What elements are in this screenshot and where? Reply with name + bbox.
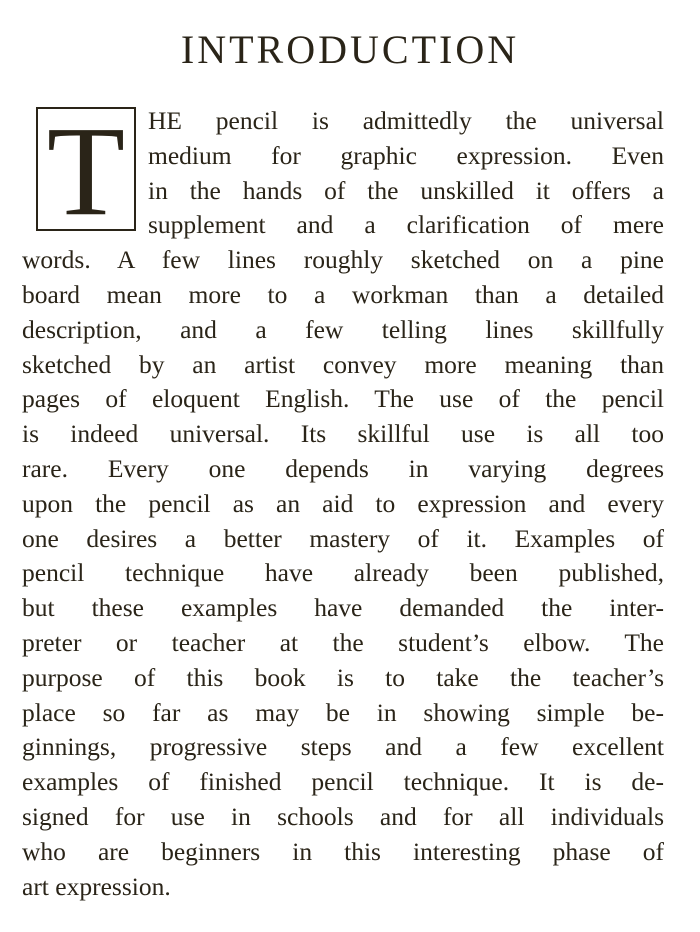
text-line: examples of finished pencil technique. It is de- <box>22 767 664 797</box>
text-line: art expression. <box>22 871 171 901</box>
text-line: rare. Every one depends in varying degrees <box>22 453 664 483</box>
text-line: pages of eloquent English. The use of the pencil <box>22 384 664 414</box>
drop-cap-letter: T <box>46 100 126 242</box>
text-line: who are beginners in this interesting phase of <box>22 836 664 866</box>
text-line: sketched by an artist convey more meaning than <box>22 349 664 379</box>
text-line: words. A few lines roughly sketched on a pine <box>22 245 664 275</box>
text-line: pencil technique have already been published, <box>22 558 664 588</box>
text-line: preter or teacher at the student’s elbow. The <box>22 627 664 657</box>
text-line: but these examples have demanded the inter- <box>22 593 664 623</box>
body-text <box>22 100 664 904</box>
text-line: medium for graphic expression. Even <box>148 140 664 170</box>
text-line: supplement and a clarification of mere <box>148 210 664 240</box>
text-line: signed for use in schools and for all individuals <box>22 801 664 831</box>
text-line: in the hands of the unskilled it offers a <box>148 175 664 205</box>
text-line: ginnings, progressive steps and a few excellent <box>22 732 664 762</box>
page-title: INTRODUCTION <box>180 27 520 72</box>
text-line: is indeed universal. Its skillful use is all too <box>22 419 664 449</box>
text-line: purpose of this book is to take the teacher’s <box>22 662 664 692</box>
text-line: HE pencil is admittedly the universal <box>148 106 664 135</box>
text-line: place so far as may be in showing simple be- <box>22 697 664 727</box>
text-line: upon the pencil as an aid to expression and every <box>22 488 664 518</box>
text-line: description, and a few telling lines skillfully <box>22 314 664 344</box>
text-line: one desires a better mastery of it. Examples of <box>22 523 664 553</box>
text-line: board mean more to a workman than a detailed <box>22 279 664 309</box>
